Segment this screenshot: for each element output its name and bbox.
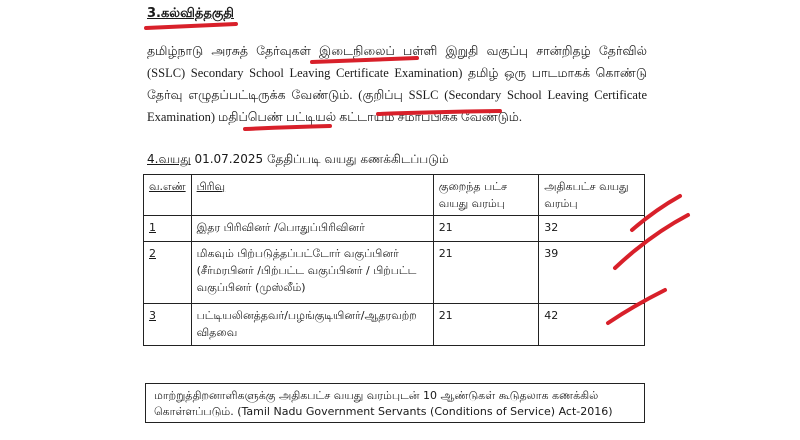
header-min-age: குறைந்த பட்ச வயது வரம்பு [433, 175, 539, 216]
header-category: பிரிவு [191, 175, 433, 216]
disability-note-box: மாற்றுத்திறனாளிகளுக்கு அதிகபட்ச வயது வரம்புடன் 10 ஆண்டுகள் கூடுதலாக கணக்கில் கொள்ளப்படும். (Tamil Nadu Government Servants (Conditions of Service) Act-2016) [145, 383, 645, 423]
section-4-number: 4.வயது [147, 152, 191, 166]
section-4-heading [147, 152, 449, 168]
row-max-age: 39 [539, 242, 645, 304]
row-min-age: 21 [433, 304, 539, 346]
row-min-age: 21 [433, 242, 539, 304]
row-min-age: 21 [433, 216, 539, 242]
section-4-text: 01.07.2025 தேதிப்படி வயது கணக்கிடப்படும் [190, 152, 449, 166]
row-category: மிகவும் பிற்படுத்தப்பட்டோர் வகுப்பினர் (சீர்மரபினர் /பிற்பட்ட வகுப்பினர் / பிற்பட்ட வகுப்பினர் (முஸ்லீம்) [191, 242, 433, 304]
qualification-paragraph [147, 40, 647, 128]
table-header-row [144, 175, 645, 216]
table-row [144, 304, 645, 346]
row-max-age: 32 [539, 216, 645, 242]
age-limit-table [143, 174, 645, 346]
row-max-age: 42 [539, 304, 645, 346]
section-3-heading: 3.கல்வித்தகுதி [147, 6, 234, 21]
row-serial: 1 [144, 216, 192, 242]
header-max-age: அதிகபட்ச வயது வரம்பு [539, 175, 645, 216]
table-row [144, 216, 645, 242]
row-category: பட்டியலினத்தவர்/பழங்குடியினர்/ஆதரவற்ற விதவை [191, 304, 433, 346]
row-serial: 3 [144, 304, 192, 346]
heading-underline-mark [146, 24, 236, 28]
header-serial: வ.எண் [144, 175, 192, 216]
row-category: இதர பிரிவினர் /பொதுப்பிரிவினர் [191, 216, 433, 242]
table-row [144, 242, 645, 304]
qualification-text: தமிழ்நாடு அரசுத் தேர்வுகள் இடைநிலைப் பள்ளி இறுதி வகுப்பு சான்றிதழ் தேர்வில் (SSLC) Secondary School Leaving Certificate Examination) தமிழ் ஒரு பாடமாகக் கொண்டு தேர்வு எழுதப்பட்டிருக்க வேண்டும். (குறிப்பு SSLC (Secondary School Leaving Certificate Examination) மதிப்பெண் பட்டியல் கட்டாயம் சமர்ப்பிக்க வேண்டும். [147, 44, 647, 124]
row-serial: 2 [144, 242, 192, 304]
